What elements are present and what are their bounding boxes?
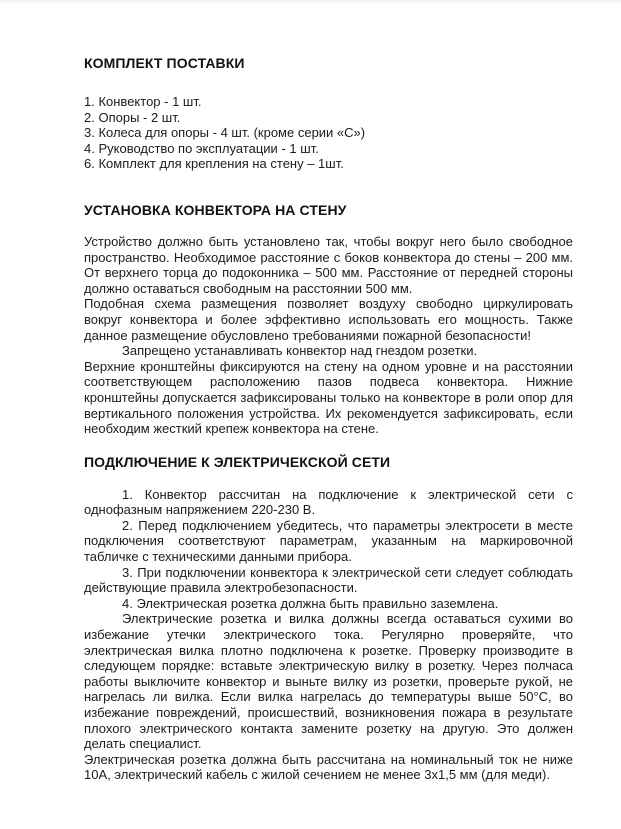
paragraph: Электрические розетка и вилка должны всегда оставаться сухими во избежание утечки электрического тока. Регулярно проверяйте, что электрическая вилка плотно подключена к розетке. Проверку производите в следующем порядке: вставьте электрическую вилку в розетку. Через полчаса работы выключите конвектор и выньте вилку из розетки, проверьте рукой, не нагрелась ли вилка. Если вилка нагрелась до температуры выше 50°С, во избежание повреждений, происшествий, возникновения пожара в результате плохого электрического контакта замените розетку на другую. Это должен делать специалист. <box>84 611 573 752</box>
list-item: 1. Конвектор - 1 шт. <box>84 94 202 109</box>
section-3 <box>84 454 573 783</box>
section-1 <box>84 55 573 172</box>
section-heading: УСТАНОВКА КОНВЕКТОРА НА СТЕНУ <box>84 201 347 218</box>
section-2 <box>84 202 573 437</box>
list-item: 6. Комплект для крепления на стену – 1шт. <box>84 156 344 172</box>
section-body <box>84 487 573 783</box>
paragraph: Верхние кронштейны фиксируются на стену на одном уровне и на расстоянии соответствующем расположению пазов подвеса конвектора. Нижние кронштейны допускается зафиксированы только на конвекторе в роли опор для вертикального положения устройства. Их рекомендуется зафиксировать, если необходим жесткий крепеж конвектора на стене. <box>84 358 573 437</box>
paragraph: Запрещено устанавливать конвектор над гнездом розетки. <box>122 343 478 359</box>
paragraph: 2. Перед подключением убедитесь, что параметры электросети в месте подключения соответствуют параметрам, указанным на маркировочной табличке с техническими данными прибора. <box>84 517 573 565</box>
section-heading: КОМПЛЕКТ ПОСТАВКИ <box>84 55 245 71</box>
paragraph: 3. При подключении конвектора к электрической сети следует соблюдать действующие правила электробезопасности. <box>84 564 573 596</box>
paragraph: Подобная схема размещения позволяет воздуху свободно циркулировать вокруг конвектора и более эффективно использовать его мощность. Также данное размещение обусловлено требованиями пожарной безопасности! <box>84 296 573 343</box>
list-item: 4. Руководство по эксплуатации - 1 шт. <box>84 140 319 156</box>
paragraph: 1. Конвектор рассчитан на подключение к электрической сети с однофазным напряжением 220-230 В. <box>84 486 573 518</box>
paragraph: Устройство должно быть установлено так, чтобы вокруг него было свободное пространство. Необходимое расстояние с боков конвектора до стены – 200 мм. От верхнего торца до подоконника – 500 мм. Расстояние от передней стороны должно оставаться свободным на расстоянии 500 мм. <box>84 233 573 296</box>
paragraph: 4. Электрическая розетка должна быть правильно заземлена. <box>122 595 499 611</box>
list-item: 3. Колеса для опоры - 4 шт. (кроме серии «С») <box>84 125 366 141</box>
document-content <box>84 55 573 783</box>
section-heading: ПОДКЛЮЧЕНИЕ К ЭЛЕКТРИЧЕКСКОЙ СЕТИ <box>84 453 391 470</box>
page-top-edge <box>0 0 621 5</box>
paragraph: Электрическая розетка должна быть рассчитана на номинальный ток не ниже 10А, электрический кабель с жилой сечением не менее 3х1,5 мм (для меди). <box>84 751 573 783</box>
list-item: 2. Опоры - 2 шт. <box>84 109 181 125</box>
supply-list <box>84 94 573 172</box>
section-body <box>84 234 573 437</box>
